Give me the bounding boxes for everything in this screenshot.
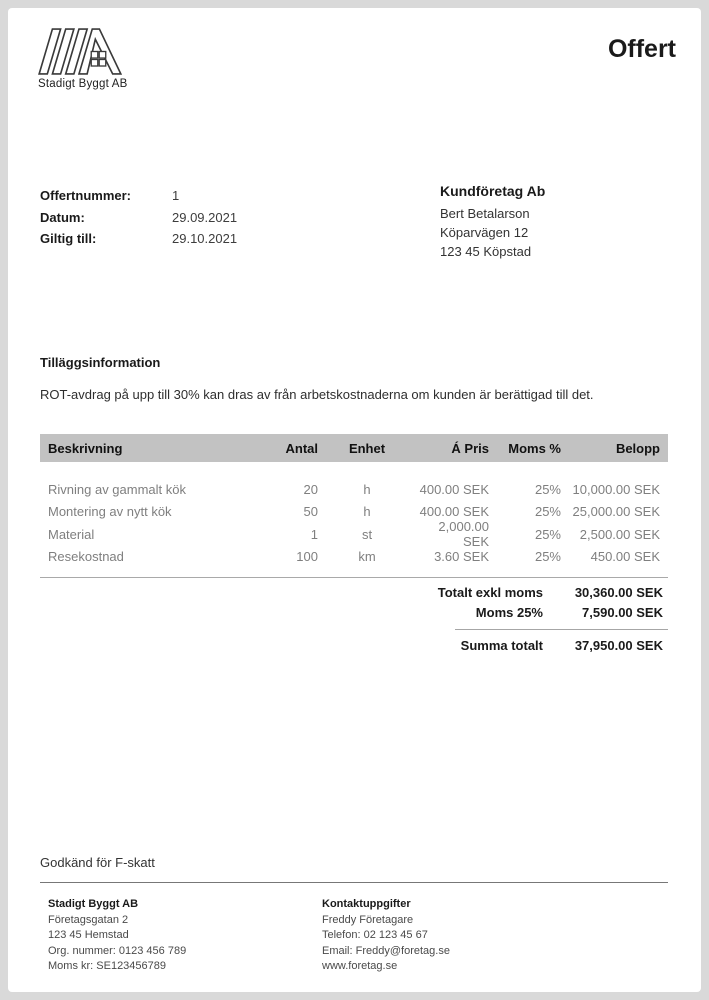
grand-total-row [455, 635, 668, 656]
cell-description: Resekostnad [48, 549, 124, 565]
offer-number-label: Offertnummer: [40, 188, 132, 204]
customer-address-block [440, 183, 670, 262]
cell-amount: 10,000.00 SEK [572, 481, 660, 497]
table-row [40, 501, 668, 524]
cell-vat: 25% [534, 526, 561, 542]
footer-vat-number: Moms kr: SE123456789 [48, 960, 167, 972]
cell-amount: 450.00 SEK [590, 549, 660, 565]
meta-row-date [40, 207, 300, 229]
grand-total-label: Summa totalt [460, 637, 543, 653]
cell-description: Rivning av gammalt kök [48, 481, 186, 497]
cell-vat: 25% [534, 504, 561, 520]
cell-unit-price: 400.00 SEK [419, 504, 489, 520]
subtotal-row [40, 582, 668, 603]
cell-vat: 25% [534, 481, 561, 497]
company-logo-name: Stadigt Byggt AB [38, 78, 128, 90]
cell-unit: st [361, 526, 373, 542]
cell-unit: h [363, 504, 371, 520]
document-title: Offert [607, 35, 676, 63]
valid-until-value: 29.10.2021 [172, 231, 238, 247]
cell-quantity: 100 [296, 549, 318, 565]
header-description: Beskrivning [48, 440, 123, 456]
meta-row-offer-number [40, 185, 300, 207]
vat-row [40, 603, 668, 624]
cell-amount: 25,000.00 SEK [572, 504, 660, 520]
cell-description: Material [48, 526, 95, 542]
customer-name: Kundföretag Ab [440, 183, 546, 199]
footer-company-column [48, 897, 298, 975]
cell-unit-price: 3.60 SEK [434, 549, 489, 565]
footer-company-city: 123 45 Hemstad [48, 929, 129, 941]
footer-contact-person: Freddy Företagare [322, 913, 414, 926]
footer-org-number: Org. nummer: 0123 456 789 [48, 944, 187, 957]
additional-info-heading: Tilläggsinformation [40, 355, 161, 370]
cell-quantity: 20 [303, 481, 318, 497]
cell-unit: km [358, 549, 376, 565]
grand-total-value: 37,950.00 SEK [574, 637, 663, 653]
company-logo [38, 28, 148, 90]
vat-label: Moms 25% [475, 605, 543, 621]
document-page [8, 8, 701, 992]
subtotal-value: 30,360.00 SEK [574, 584, 663, 600]
table-row [40, 519, 668, 550]
footer-website: www.foretag.se [322, 960, 398, 972]
customer-city: 123 45 Köpstad [440, 244, 532, 260]
table-row [40, 478, 668, 501]
grand-total-divider [455, 629, 668, 656]
vat-value: 7,590.00 SEK [582, 605, 663, 621]
cell-quantity: 1 [310, 526, 318, 542]
cell-vat: 25% [534, 549, 561, 565]
table-body [40, 462, 668, 568]
meta-row-valid-until [40, 228, 300, 250]
totals-block [40, 582, 668, 656]
header-quantity: Antal [285, 440, 318, 456]
date-value: 29.09.2021 [172, 209, 238, 225]
table-header-row [40, 434, 668, 462]
header-unit: Enhet [348, 440, 386, 456]
cell-description: Montering av nytt kök [48, 504, 172, 520]
subtotal-label: Totalt exkl moms [437, 584, 543, 600]
footer-divider [40, 882, 668, 883]
table-bottom-divider [40, 577, 668, 578]
valid-until-label: Giltig till: [40, 231, 97, 247]
line-items-table [40, 434, 668, 568]
footer-company-name: Stadigt Byggt AB [48, 898, 139, 910]
footer-email: Email: Freddy@foretag.se [322, 944, 450, 957]
customer-contact-person: Bert Betalarson [440, 206, 530, 221]
customer-street: Köparvägen 12 [440, 225, 529, 241]
footer-contact-column [322, 897, 572, 975]
cell-unit-price: 400.00 SEK [419, 481, 489, 497]
date-label: Datum: [40, 209, 85, 225]
offer-number-value: 1 [172, 188, 180, 204]
footer-contact-heading: Kontaktuppgifter [322, 898, 411, 910]
offer-meta [40, 185, 300, 250]
cell-unit-price: 2,000.00 SEK [438, 519, 489, 550]
cell-quantity: 50 [303, 504, 318, 520]
f-tax-note: Godkänd för F-skatt [40, 855, 155, 870]
header-vat: Moms % [508, 440, 561, 456]
header-unit-price: Á Pris [451, 440, 489, 456]
header-amount: Belopp [615, 440, 660, 456]
table-row [40, 546, 668, 569]
cell-unit: h [363, 481, 371, 497]
additional-info-text: ROT-avdrag på upp till 30% kan dras av från arbetskostnaderna om kunden är berättigad till det. [40, 387, 594, 402]
footer-company-street: Företagsgatan 2 [48, 913, 129, 926]
footer-phone: Telefon: 02 123 45 67 [322, 929, 428, 941]
cell-amount: 2,500.00 SEK [579, 526, 660, 542]
building-logo-icon [38, 28, 122, 75]
